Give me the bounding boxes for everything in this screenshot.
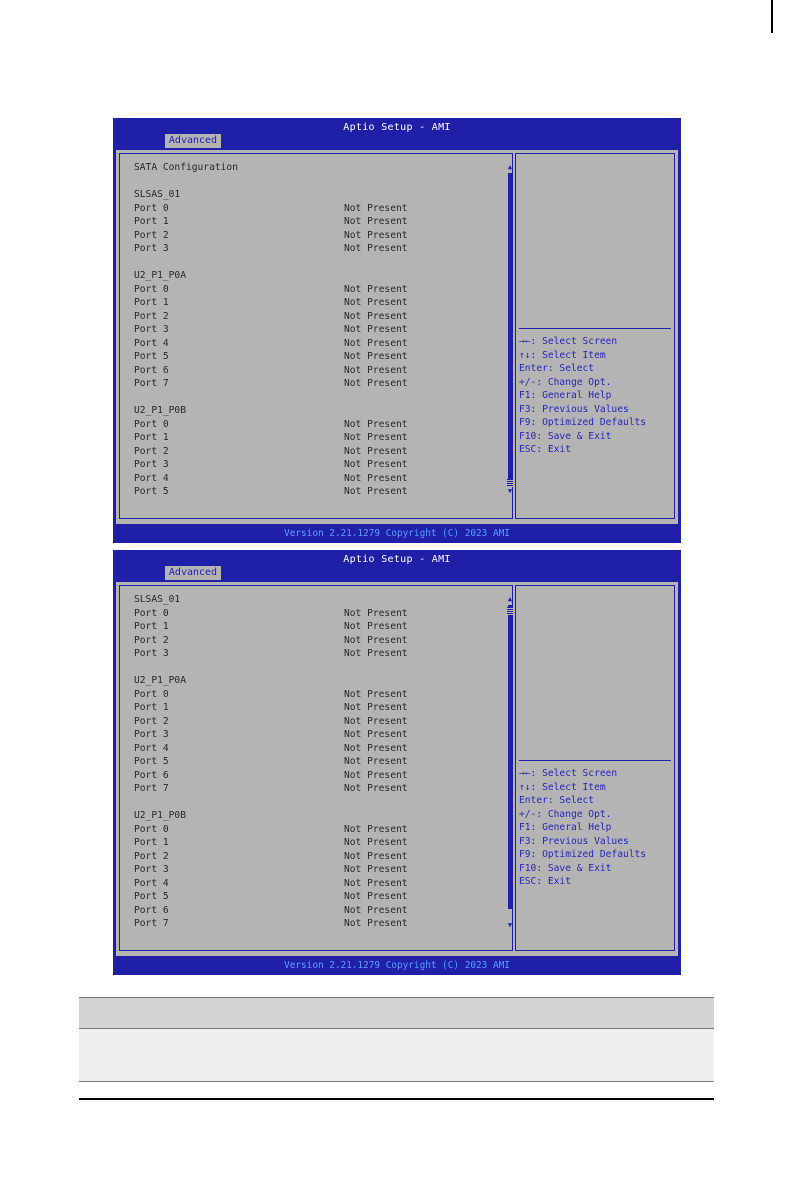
port-status-value: Not Present <box>344 472 408 484</box>
port-status-value: Not Present <box>344 850 408 862</box>
port-label: Port 2 <box>134 634 169 646</box>
help-key-line: →←: Select Screen <box>519 336 618 347</box>
setting-row <box>120 769 512 783</box>
setting-row <box>120 202 512 216</box>
help-panel <box>515 153 675 519</box>
section-heading <box>120 593 512 607</box>
port-status-value: Not Present <box>344 283 408 295</box>
scroll-thumb[interactable] <box>508 605 512 909</box>
setting-row <box>120 296 512 310</box>
tab-advanced[interactable]: Advanced <box>165 134 221 148</box>
setting-row <box>120 715 512 729</box>
port-label: Port 4 <box>134 337 169 349</box>
bios-panel <box>116 582 678 956</box>
port-label: Port 4 <box>134 877 169 889</box>
port-status-value: Not Present <box>344 364 408 376</box>
setting-row <box>120 688 512 702</box>
port-status-value: Not Present <box>344 823 408 835</box>
help-key-line: F1: General Help <box>519 390 612 401</box>
scroll-up-arrow-icon[interactable]: ▲ <box>507 595 513 603</box>
section-heading <box>120 269 512 283</box>
section-heading <box>120 404 512 418</box>
port-status-value: Not Present <box>344 459 408 470</box>
scroll-grip[interactable] <box>507 607 513 615</box>
help-key-line: F1: General Help <box>519 822 612 833</box>
port-status-value: Not Present <box>344 486 408 497</box>
setting-row <box>120 472 512 486</box>
setting-row <box>120 418 512 432</box>
port-status-value: Not Present <box>344 216 408 227</box>
port-status-value: Not Present <box>344 891 408 902</box>
port-label: Port 0 <box>134 418 169 430</box>
section-heading <box>120 674 512 688</box>
setting-row <box>120 917 512 931</box>
page-edge-mark <box>771 0 773 33</box>
port-status-value: Not Present <box>344 378 408 389</box>
page-bottom-rule <box>79 1098 714 1100</box>
section-heading <box>120 188 512 202</box>
setting-row <box>120 377 512 391</box>
scroll-grip[interactable] <box>507 479 513 487</box>
port-label: Port 6 <box>134 769 169 781</box>
port-status-value: Not Present <box>344 877 408 889</box>
port-label: Port 6 <box>134 364 169 376</box>
section-label: U2_P1_P0A <box>134 270 186 281</box>
setting-row <box>120 701 512 715</box>
setting-row <box>120 877 512 891</box>
scroll-down-arrow-icon[interactable]: ▼ <box>507 921 513 929</box>
port-label: Port 2 <box>134 310 169 322</box>
table-body-row <box>79 1029 714 1082</box>
help-key-line: Enter: Select <box>519 795 595 806</box>
port-label: Port 1 <box>134 621 169 632</box>
port-label: Port 0 <box>134 283 169 295</box>
port-status-value: Not Present <box>344 324 408 335</box>
port-label: Port 7 <box>134 918 169 929</box>
port-label: Port 2 <box>134 445 169 457</box>
help-key-line: F10: Save & Exit <box>519 430 612 442</box>
setting-row <box>120 485 512 499</box>
settings-list <box>119 585 513 951</box>
help-key-line: Enter: Select <box>519 363 595 374</box>
setting-row <box>120 310 512 324</box>
port-label: Port 1 <box>134 297 169 308</box>
port-label: Port 2 <box>134 850 169 862</box>
port-status-value: Not Present <box>344 904 408 916</box>
bios-panel <box>116 150 678 524</box>
port-status-value: Not Present <box>344 702 408 713</box>
setting-row <box>120 863 512 877</box>
port-label: Port 7 <box>134 783 169 794</box>
setting-row <box>120 728 512 742</box>
section-label: SATA Configuration <box>134 162 238 173</box>
port-status-value: Not Present <box>344 432 408 443</box>
port-label: Port 3 <box>134 324 169 335</box>
help-divider <box>519 760 671 761</box>
port-label: Port 3 <box>134 864 169 875</box>
setting-row <box>120 458 512 472</box>
setting-row <box>120 350 512 364</box>
port-label: Port 3 <box>134 729 169 740</box>
version-footer: Version 2.21.1279 Copyright (C) 2023 AMI <box>284 960 510 971</box>
port-label: Port 3 <box>134 648 169 659</box>
help-key-line: →←: Select Screen <box>519 768 618 779</box>
scroll-up-arrow-icon[interactable]: ▲ <box>507 163 513 171</box>
help-key-line: ↑↓: Select Item <box>519 349 606 361</box>
port-label: Port 1 <box>134 216 169 227</box>
port-label: Port 6 <box>134 904 169 916</box>
port-status-value: Not Present <box>344 742 408 754</box>
help-panel <box>515 585 675 951</box>
section-label: U2_P1_P0A <box>134 675 186 686</box>
setting-row <box>120 836 512 850</box>
section-label: SLSAS_01 <box>134 189 181 200</box>
setting-row <box>120 742 512 756</box>
port-status-value: Not Present <box>344 607 408 619</box>
port-label: Port 4 <box>134 742 169 754</box>
help-key-line: +/-: Change Opt. <box>519 808 612 820</box>
setting-row <box>120 850 512 864</box>
setting-row <box>120 323 512 337</box>
port-status-value: Not Present <box>344 310 408 322</box>
port-status-value: Not Present <box>344 297 408 308</box>
port-status-value: Not Present <box>344 337 408 349</box>
help-key-line: F10: Save & Exit <box>519 862 612 874</box>
help-key-line: +/-: Change Opt. <box>519 376 612 388</box>
port-status-value: Not Present <box>344 445 408 457</box>
port-status-value: Not Present <box>344 621 408 632</box>
bios-title: Aptio Setup - AMI <box>343 122 451 133</box>
port-label: Port 2 <box>134 229 169 241</box>
help-key-line: ESC: Exit <box>519 876 571 887</box>
bios-title: Aptio Setup - AMI <box>343 554 451 565</box>
scroll-down-arrow-icon[interactable]: ▼ <box>507 487 513 495</box>
port-status-value: Not Present <box>344 729 408 740</box>
settings-list <box>119 153 513 519</box>
help-key-line: F9: Optimized Defaults <box>519 417 647 428</box>
port-status-value: Not Present <box>344 202 408 214</box>
port-status-value: Not Present <box>344 634 408 646</box>
port-label: Port 1 <box>134 837 169 848</box>
setting-row <box>120 782 512 796</box>
bios-screen-1 <box>113 118 681 543</box>
setting-row <box>120 890 512 904</box>
setting-row <box>120 607 512 621</box>
help-key-line: F3: Previous Values <box>519 403 629 415</box>
port-status-value: Not Present <box>344 756 408 767</box>
port-label: Port 4 <box>134 472 169 484</box>
port-status-value: Not Present <box>344 837 408 848</box>
setting-row <box>120 755 512 769</box>
port-label: Port 2 <box>134 715 169 727</box>
port-label: Port 3 <box>134 459 169 470</box>
setting-row <box>120 242 512 256</box>
setting-row <box>120 337 512 351</box>
port-status-value: Not Present <box>344 783 408 794</box>
help-key-line: F3: Previous Values <box>519 835 629 847</box>
bios-screen-2 <box>113 550 681 975</box>
port-label: Port 1 <box>134 702 169 713</box>
port-label: Port 5 <box>134 351 169 362</box>
port-label: Port 5 <box>134 891 169 902</box>
port-label: Port 0 <box>134 202 169 214</box>
section-heading <box>120 161 512 175</box>
port-status-value: Not Present <box>344 864 408 875</box>
port-label: Port 0 <box>134 607 169 619</box>
section-heading <box>120 809 512 823</box>
section-label: U2_P1_P0B <box>134 405 186 416</box>
help-key-line: F9: Optimized Defaults <box>519 849 647 860</box>
port-status-value: Not Present <box>344 243 408 254</box>
port-label: Port 0 <box>134 823 169 835</box>
setting-row <box>120 445 512 459</box>
port-status-value: Not Present <box>344 351 408 362</box>
version-footer: Version 2.21.1279 Copyright (C) 2023 AMI <box>284 528 510 539</box>
port-label: Port 3 <box>134 243 169 254</box>
help-key-line: ESC: Exit <box>519 444 571 455</box>
port-status-value: Not Present <box>344 918 408 929</box>
port-label: Port 5 <box>134 756 169 767</box>
setting-row <box>120 647 512 661</box>
tab-advanced[interactable]: Advanced <box>165 566 221 580</box>
port-status-value: Not Present <box>344 418 408 430</box>
table-header-row <box>79 997 714 1029</box>
port-label: Port 0 <box>134 688 169 700</box>
port-status-value: Not Present <box>344 688 408 700</box>
port-label: Port 5 <box>134 486 169 497</box>
section-label: SLSAS_01 <box>134 594 181 605</box>
port-label: Port 7 <box>134 378 169 389</box>
setting-row <box>120 823 512 837</box>
setting-row <box>120 431 512 445</box>
section-label: U2_P1_P0B <box>134 810 186 821</box>
port-label: Port 1 <box>134 432 169 443</box>
setting-row <box>120 904 512 918</box>
setting-row <box>120 215 512 229</box>
setting-row <box>120 229 512 243</box>
help-divider <box>519 328 671 329</box>
setting-row <box>120 364 512 378</box>
setting-row <box>120 634 512 648</box>
port-status-value: Not Present <box>344 648 408 659</box>
help-key-line: ↑↓: Select Item <box>519 781 606 793</box>
scroll-thumb[interactable] <box>508 173 512 487</box>
port-status-value: Not Present <box>344 769 408 781</box>
setting-row <box>120 620 512 634</box>
setting-row <box>120 283 512 297</box>
port-status-value: Not Present <box>344 229 408 241</box>
port-status-value: Not Present <box>344 715 408 727</box>
